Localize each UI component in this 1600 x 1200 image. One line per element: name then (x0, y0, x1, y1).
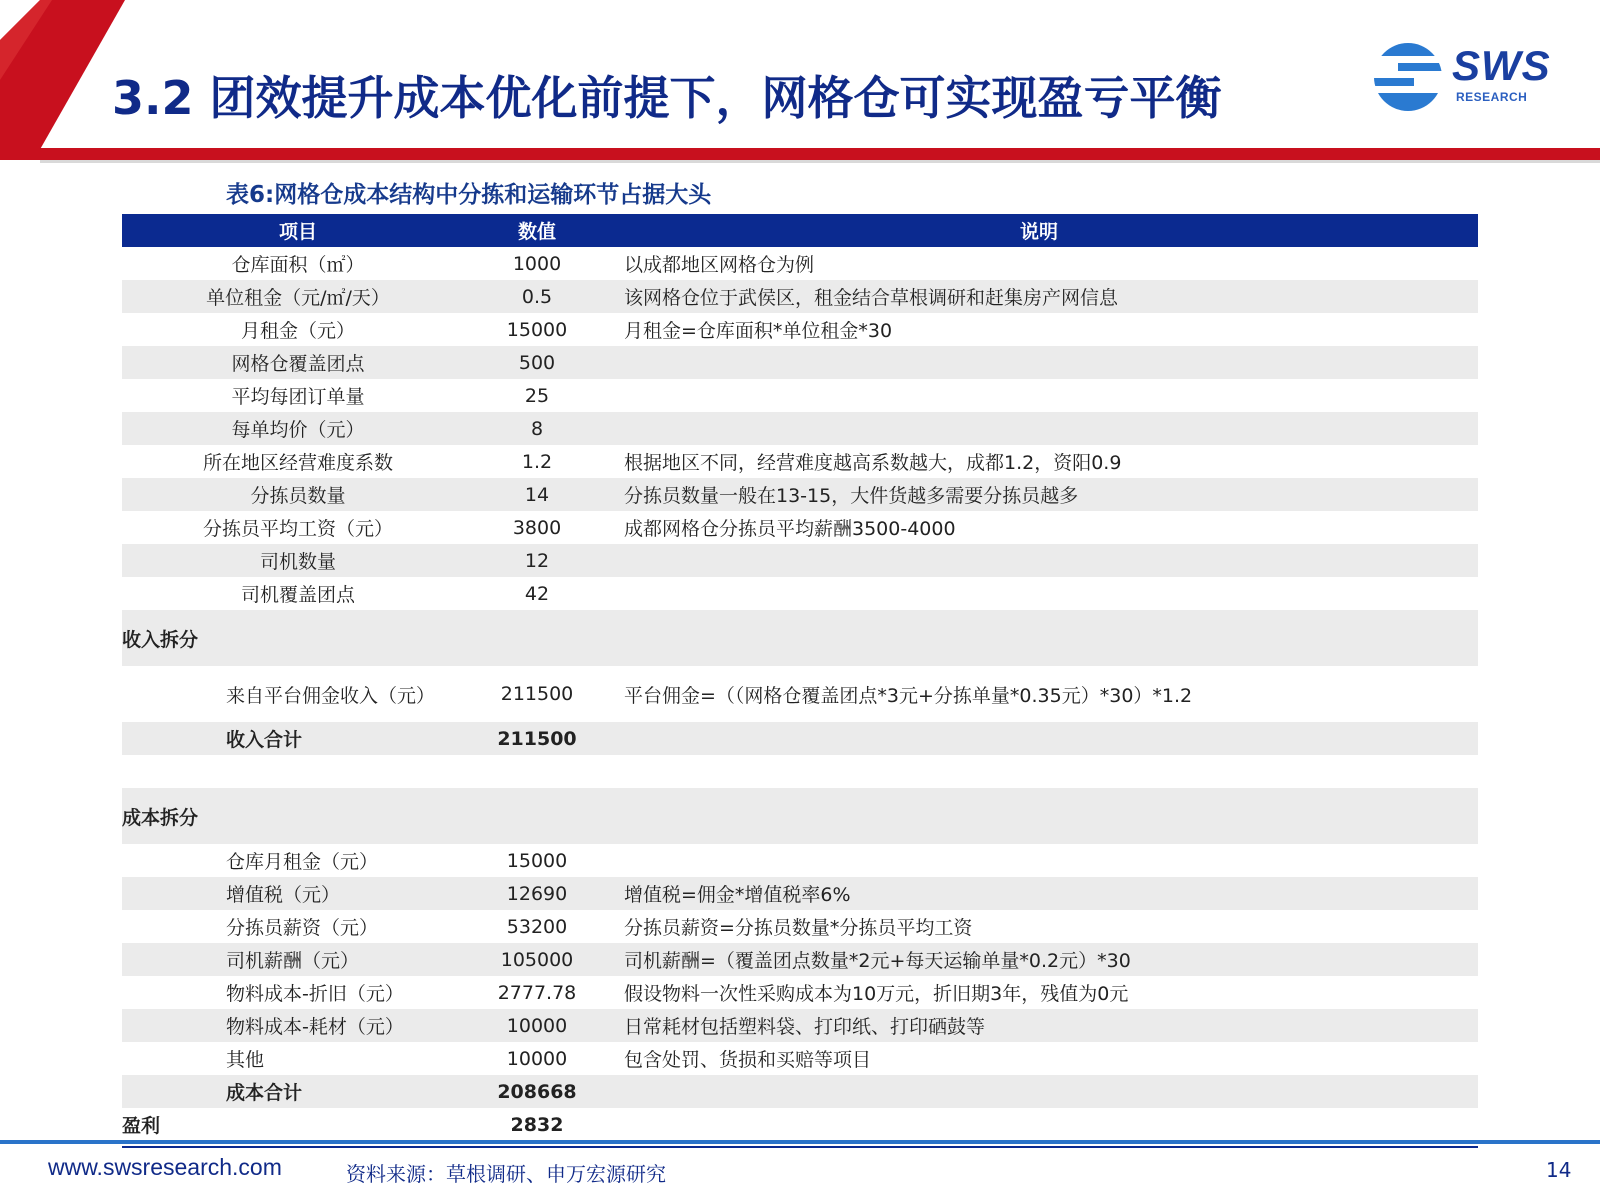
table-row (122, 412, 1478, 445)
footer-source: 资料来源：草根调研、申万宏源研究 (346, 1162, 666, 1186)
row-value: 25 (524, 384, 550, 407)
table-bottom-rule (122, 1146, 1478, 1148)
row-note: 平台佣金=（（网格仓覆盖团点*3元+分拣单量*0.35元）*30）*1.2 (624, 684, 1193, 707)
row-note: 分拣员数量一般在13-15，大件货越多需要分拣员越多 (624, 485, 1079, 507)
logo-subtext: RESEARCH (1456, 90, 1528, 104)
row-item: 物料成本-折旧（元） (226, 983, 404, 1005)
row-note: 该网格仓位于武侯区，租金结合草根调研和赶集房产网信息 (624, 287, 1119, 309)
row-item: 分拣员平均工资（元） (202, 518, 393, 540)
table-row (122, 976, 1478, 1009)
table-row (122, 544, 1478, 577)
row-value: 211500 (500, 683, 574, 705)
section-label: 收入拆分 (122, 628, 199, 651)
row-value: 3800 (512, 516, 562, 539)
cost-section-header (122, 788, 1478, 844)
footer-divider (0, 1140, 1600, 1144)
profit-value: 2832 (510, 1113, 564, 1136)
column-header-value: 数值 (517, 221, 556, 243)
table-row (122, 247, 1478, 280)
row-value: 10000 (506, 1047, 568, 1070)
row-value: 2777.78 (497, 981, 577, 1004)
table-row (122, 346, 1478, 379)
row-note: 成都网格仓分拣员平均薪酬3500-4000 (624, 518, 956, 540)
table-row (122, 910, 1478, 943)
cost-structure-table (122, 214, 1478, 1141)
row-value: 42 (524, 582, 550, 605)
row-value: 0.5 (521, 285, 553, 308)
column-header-note: 说明 (1019, 221, 1058, 243)
row-item: 司机薪酬（元） (226, 950, 360, 972)
table-row (122, 877, 1478, 910)
row-note: 假设物料一次性采购成本为10万元，折旧期3年，残值为0元 (624, 983, 1129, 1005)
column-header-item: 项目 (278, 221, 317, 243)
footer-url[interactable]: www.swsresearch.com (48, 1154, 282, 1180)
row-item: 来自平台佣金收入（元） (226, 684, 436, 707)
row-value: 53200 (506, 915, 568, 938)
row-item: 其他 (226, 1049, 265, 1071)
row-item: 所在地区经营难度系数 (202, 452, 393, 474)
row-note: 增值税=佣金*增值税率6% (624, 884, 851, 906)
row-value: 14 (524, 483, 550, 506)
row-item: 司机数量 (259, 551, 336, 573)
table-row (122, 313, 1478, 346)
row-note: 分拣员薪资=分拣员数量*分拣员平均工资 (624, 917, 973, 939)
section-label: 成本拆分 (122, 806, 199, 829)
row-value: 15000 (506, 318, 568, 341)
row-note: 以成都地区网格仓为例 (624, 254, 815, 276)
total-label: 收入合计 (226, 729, 303, 751)
row-note: 根据地区不同，经营难度越高系数越大，成都1.2，资阳0.9 (624, 452, 1122, 474)
profit-label: 盈利 (122, 1115, 161, 1137)
row-value: 8 (530, 417, 544, 440)
row-item: 仓库月租金（元） (226, 851, 379, 873)
row-value: 500 (518, 351, 556, 374)
table-row (122, 379, 1478, 412)
table-row (122, 445, 1478, 478)
table-row (122, 577, 1478, 610)
row-note: 司机薪酬=（覆盖团点数量*2元+每天运输单量*0.2元）*30 (624, 950, 1131, 972)
logo-text: SWS (1452, 42, 1551, 89)
row-value: 105000 (500, 948, 574, 971)
page-number: 14 (1546, 1158, 1572, 1182)
row-note: 日常耗材包括塑料袋、打印纸、打印硒鼓等 (624, 1016, 986, 1038)
row-item: 平均每团订单量 (231, 386, 365, 408)
table-row (122, 666, 1478, 722)
table-row (122, 1042, 1478, 1075)
profit-row (122, 1108, 1478, 1141)
row-value: 1000 (512, 252, 562, 275)
row-item: 司机覆盖团点 (240, 584, 355, 606)
table-header (122, 214, 1478, 247)
row-note: 月租金=仓库面积*单位租金*30 (624, 320, 893, 342)
row-item: 网格仓覆盖团点 (231, 353, 365, 375)
row-item: 仓库面积（㎡） (231, 254, 365, 276)
row-value: 10000 (506, 1014, 568, 1037)
table-row (122, 511, 1478, 544)
globe-logo-icon (1368, 38, 1452, 116)
table-row (122, 844, 1478, 877)
row-value: 1.2 (521, 450, 553, 473)
cost-total-row (122, 1075, 1478, 1108)
table-row (122, 478, 1478, 511)
row-note: 包含处罚、货损和买赔等项目 (624, 1049, 872, 1071)
total-value: 211500 (497, 727, 577, 750)
page-title: 3.2 团效提升成本优化前提下，网格仓可实现盈亏平衡 (112, 71, 1222, 125)
row-item: 单位租金（元/㎡/天） (206, 287, 390, 309)
row-item: 分拣员数量 (250, 485, 346, 507)
spacer (122, 755, 1478, 788)
income-total-row (122, 722, 1478, 755)
total-label: 成本合计 (226, 1082, 303, 1104)
row-value: 12 (524, 549, 550, 572)
table-row (122, 280, 1478, 313)
table-row (122, 1009, 1478, 1042)
total-value: 208668 (497, 1080, 577, 1103)
sws-logo (1368, 38, 1568, 116)
table-row (122, 943, 1478, 976)
table-caption: 表6:网格仓成本结构中分拣和运输环节占据大头 (226, 182, 712, 208)
row-item: 月租金（元） (240, 320, 355, 342)
row-item: 增值税（元） (226, 884, 341, 906)
row-item: 分拣员薪资（元） (226, 917, 379, 939)
row-value: 15000 (506, 849, 568, 872)
row-item: 物料成本-耗材（元） (226, 1016, 404, 1038)
row-item: 每单均价（元） (231, 419, 365, 441)
income-section-header (122, 610, 1478, 666)
row-value: 12690 (506, 882, 568, 905)
